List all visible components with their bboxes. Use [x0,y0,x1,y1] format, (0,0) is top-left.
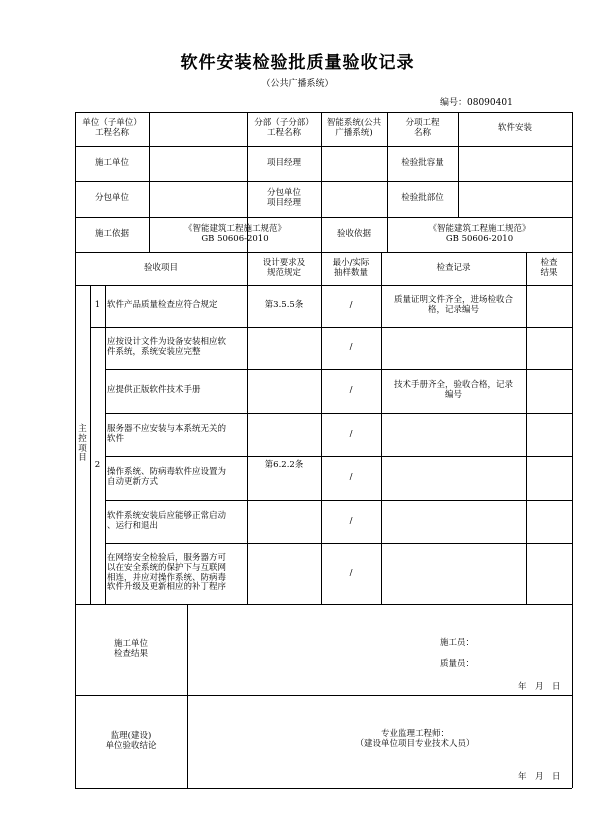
date-line: 年 月 日 [518,682,561,692]
inspection-item: 操作系统、防病毒软件应设置为 自动更新方式 [107,467,227,487]
construction-worker-label: 施工员： [440,638,475,648]
column-header-record: 检查记录 [436,262,471,273]
batch-location-value[interactable] [458,181,572,217]
unit-name-label: 单位（子单位） 工程名称 [82,118,142,138]
inspection-result[interactable] [526,327,572,369]
sample-quantity[interactable]: / [349,472,353,483]
grid-line [187,604,188,788]
sample-quantity[interactable]: / [349,515,353,526]
date-line: 年 月 日 [518,772,561,782]
main-control-label: 主 控 项 目 [78,423,87,464]
inspection-item: 应提供正版软件技术手册 [107,385,201,396]
column-header-design: 设计要求及 规范规定 [262,257,306,278]
inspection-result[interactable] [526,456,572,500]
sample-quantity[interactable]: / [349,567,353,578]
design-requirement: 第6.2.2条 [264,459,304,470]
acceptance-basis-label: 验收依据 [336,228,371,239]
column-header-result: 检查 结果 [540,257,558,278]
inspection-item: 软件产品质量检查应符合规定 [107,300,218,311]
inspection-record[interactable]: 质量证明文件齐全，进场检收合 格，记录编号 [393,295,513,315]
construction-check-label: 施工单位 检查结果 [113,638,148,659]
sample-quantity[interactable]: / [349,428,353,439]
batch-capacity-label: 检验批容量 [401,157,444,168]
construction-basis-label: 施工依据 [94,228,129,239]
inspection-result[interactable] [526,369,572,413]
item-number: 1 [94,300,101,311]
serial-number: 编号：08090401 [440,98,513,108]
subcontract-pm-value[interactable] [321,181,387,217]
subcontract-unit-label: 分包单位 [94,193,129,204]
division-name-value[interactable]: 智能系统(公共 广播系统) [326,118,382,138]
batch-location-label: 检验批部位 [401,193,444,204]
document-title: 软件安装检验批质量验收记录 [180,53,415,73]
subitem-name-value[interactable]: 软件安装 [497,123,532,134]
column-header-sample: 最小/实际 抽样数量 [332,257,370,278]
construction-unit-label: 施工单位 [94,157,129,168]
batch-capacity-value[interactable] [458,146,572,181]
grid-line [572,112,573,788]
inspection-item: 服务器不应安装与本系统无关的 软件 [107,423,227,444]
subitem-name-label: 分项工程 名称 [405,118,440,138]
inspection-result[interactable] [526,285,572,327]
inspection-item: 软件系统安装后应能够正常启动 、运行和退出 [107,510,227,531]
inspection-result[interactable] [526,543,572,604]
subcontract-pm-label: 分包单位 项目经理 [266,188,301,208]
document-subtitle: （公共广播系统） [261,79,334,89]
quality-inspector-label: 质量员： [440,659,475,669]
sample-quantity[interactable]: / [349,342,353,353]
inspection-result[interactable] [526,413,572,456]
item-number: 2 [94,459,101,470]
inspection-record[interactable] [381,456,526,500]
construction-basis-value[interactable]: 《智能建筑工程施工规范》 GB 50606-2010 [183,223,286,244]
acceptance-basis-value[interactable]: 《智能建筑工程施工规范》 GB 50606-2010 [428,223,531,244]
supervising-engineer-label: 专业监理工程师： （建设单位项目专业技术人员） [355,729,475,749]
inspection-item: 在网络安全检验后，服务器方可 以在安全系统的保护下与互联网 相连，并应对操作系统、防病毒 软件升级及更新相应的补丁程序 [107,552,227,593]
design-requirement: 第3.5.5条 [264,300,304,311]
inspection-result[interactable] [526,500,572,543]
inspection-record[interactable] [381,327,526,369]
sample-quantity[interactable]: / [349,300,353,311]
inspection-record[interactable] [381,413,526,456]
grid-line [75,788,572,789]
column-header-item: 验收项目 [143,262,178,273]
sample-quantity[interactable]: / [349,385,353,396]
project-manager-value[interactable] [321,146,387,181]
inspection-record[interactable]: 技术手册齐全，验收合格，记录 编号 [393,380,513,400]
construction-unit-value[interactable] [149,146,247,181]
inspection-record[interactable] [381,543,526,604]
inspection-item: 应按设计文件为设备安装相应软 件系统，系统安装应完整 [107,337,227,357]
project-manager-label: 项目经理 [266,157,301,168]
subcontract-unit-value[interactable] [149,181,247,217]
supervision-conclusion-label: 监理(建设) 单位验收结论 [105,730,157,751]
division-name-label: 分部（子分部） 工程名称 [254,118,314,138]
unit-name-value[interactable] [149,112,247,146]
inspection-record[interactable] [381,500,526,543]
